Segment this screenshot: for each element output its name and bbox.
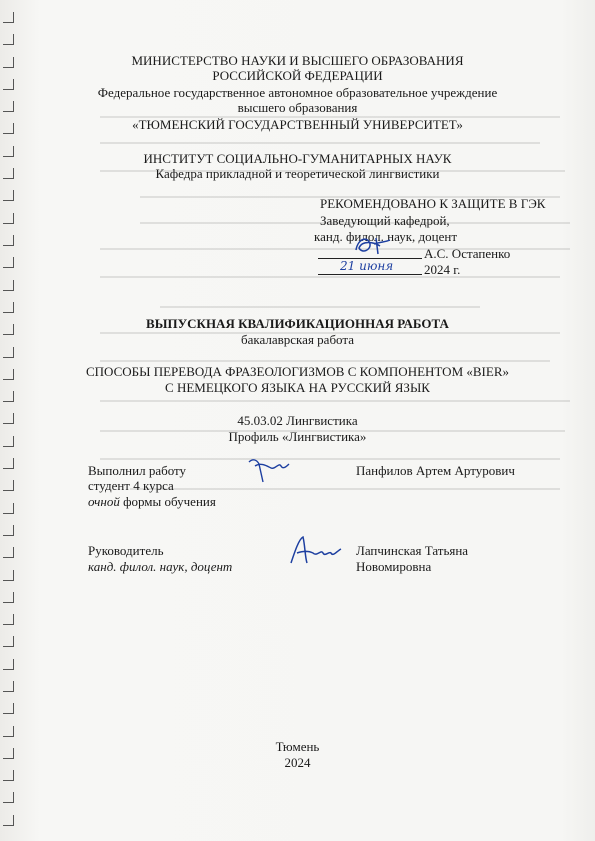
binding-mark xyxy=(3,12,14,23)
approval-degree: канд. филол. наук, доцент xyxy=(314,229,458,244)
binding-mark xyxy=(3,458,14,469)
binding-mark xyxy=(3,213,14,224)
year: 2024 xyxy=(284,755,311,770)
approval-year: 2024 г. xyxy=(424,262,461,277)
specialty-code: 45.03.02 Лингвистика xyxy=(237,413,358,428)
approval-date-line xyxy=(318,274,422,275)
binding-mark xyxy=(3,792,14,803)
work-level: бакалаврская работа xyxy=(241,332,354,347)
ministry-line-1: МИНИСТЕРСТВО НАУКИ И ВЫСШЕГО ОБРАЗОВАНИЯ xyxy=(131,53,464,68)
supervisor-label: Руководитель xyxy=(88,543,164,558)
university-name: «ТЮМЕНСКИЙ ГОСУДАРСТВЕННЫЙ УНИВЕРСИТЕТ» xyxy=(132,117,463,132)
binding-mark xyxy=(3,815,14,826)
author-form-rest: формы обучения xyxy=(119,494,216,509)
institution-line-1: Федеральное государственное автономное образовательное учреждение xyxy=(97,85,498,100)
author-form xyxy=(88,494,216,509)
binding-mark xyxy=(3,592,14,603)
binding-mark xyxy=(3,280,14,291)
supervisor-signature xyxy=(285,533,345,571)
binding-mark xyxy=(3,302,14,313)
binding-mark xyxy=(3,726,14,737)
author-course: студент 4 курса xyxy=(88,478,174,493)
work-type: ВЫПУСКНАЯ КВАЛИФИКАЦИОННАЯ РАБОТА xyxy=(146,316,449,331)
binding-mark xyxy=(3,525,14,536)
supervisor-name-line-2: Новомировна xyxy=(356,559,432,574)
institute-name: ИНСТИТУТ СОЦИАЛЬНО-ГУМАНИТАРНЫХ НАУК xyxy=(143,151,452,166)
binding-mark xyxy=(3,703,14,714)
work-title-line-1: СПОСОБЫ ПЕРЕВОДА ФРАЗЕОЛОГИЗМОВ С КОМПОНЕНТОМ «BIER» xyxy=(85,364,509,379)
supervisor-degree: канд. филол. наук, доцент xyxy=(88,559,233,574)
binding-mark xyxy=(3,480,14,491)
supervisor-name-line-1: Лапчинская Татьяна xyxy=(356,543,469,558)
approval-role: Заведующий кафедрой, xyxy=(320,213,450,228)
binding-mark xyxy=(3,614,14,625)
author-signature xyxy=(245,452,293,486)
approval-signature xyxy=(350,230,394,260)
binding-mark xyxy=(3,681,14,692)
binding-mark xyxy=(3,257,14,268)
author-form-italic: очной xyxy=(88,494,120,509)
author-label: Выполнил работу xyxy=(88,463,187,478)
approval-title: РЕКОМЕНДОВАНО К ЗАЩИТЕ В ГЭК xyxy=(320,196,546,211)
approval-name: А.С. Остапенко xyxy=(424,246,511,261)
city: Тюмень xyxy=(275,739,320,754)
binding-mark xyxy=(3,770,14,781)
approval-date-handwritten: 21 июня xyxy=(340,259,394,273)
author-name: Панфилов Артем Артурович xyxy=(356,463,515,478)
institution-line-2: высшего образования xyxy=(237,100,358,115)
profile: Профиль «Лингвистика» xyxy=(228,429,367,444)
binding-mark xyxy=(3,190,14,201)
ministry-line-2: РОССИЙСКОЙ ФЕДЕРАЦИИ xyxy=(212,68,383,83)
binding-mark xyxy=(3,503,14,514)
binding-mark xyxy=(3,659,14,670)
binding-mark xyxy=(3,547,14,558)
binding-mark xyxy=(3,636,14,647)
binding-mark xyxy=(3,347,14,358)
department-name: Кафедра прикладной и теоретической лингвистики xyxy=(155,166,440,181)
binding-mark xyxy=(3,570,14,581)
binding-mark xyxy=(3,235,14,246)
work-title-line-2: С НЕМЕЦКОГО ЯЗЫКА НА РУССКИЙ ЯЗЫК xyxy=(165,380,430,395)
binding-mark xyxy=(3,34,14,45)
